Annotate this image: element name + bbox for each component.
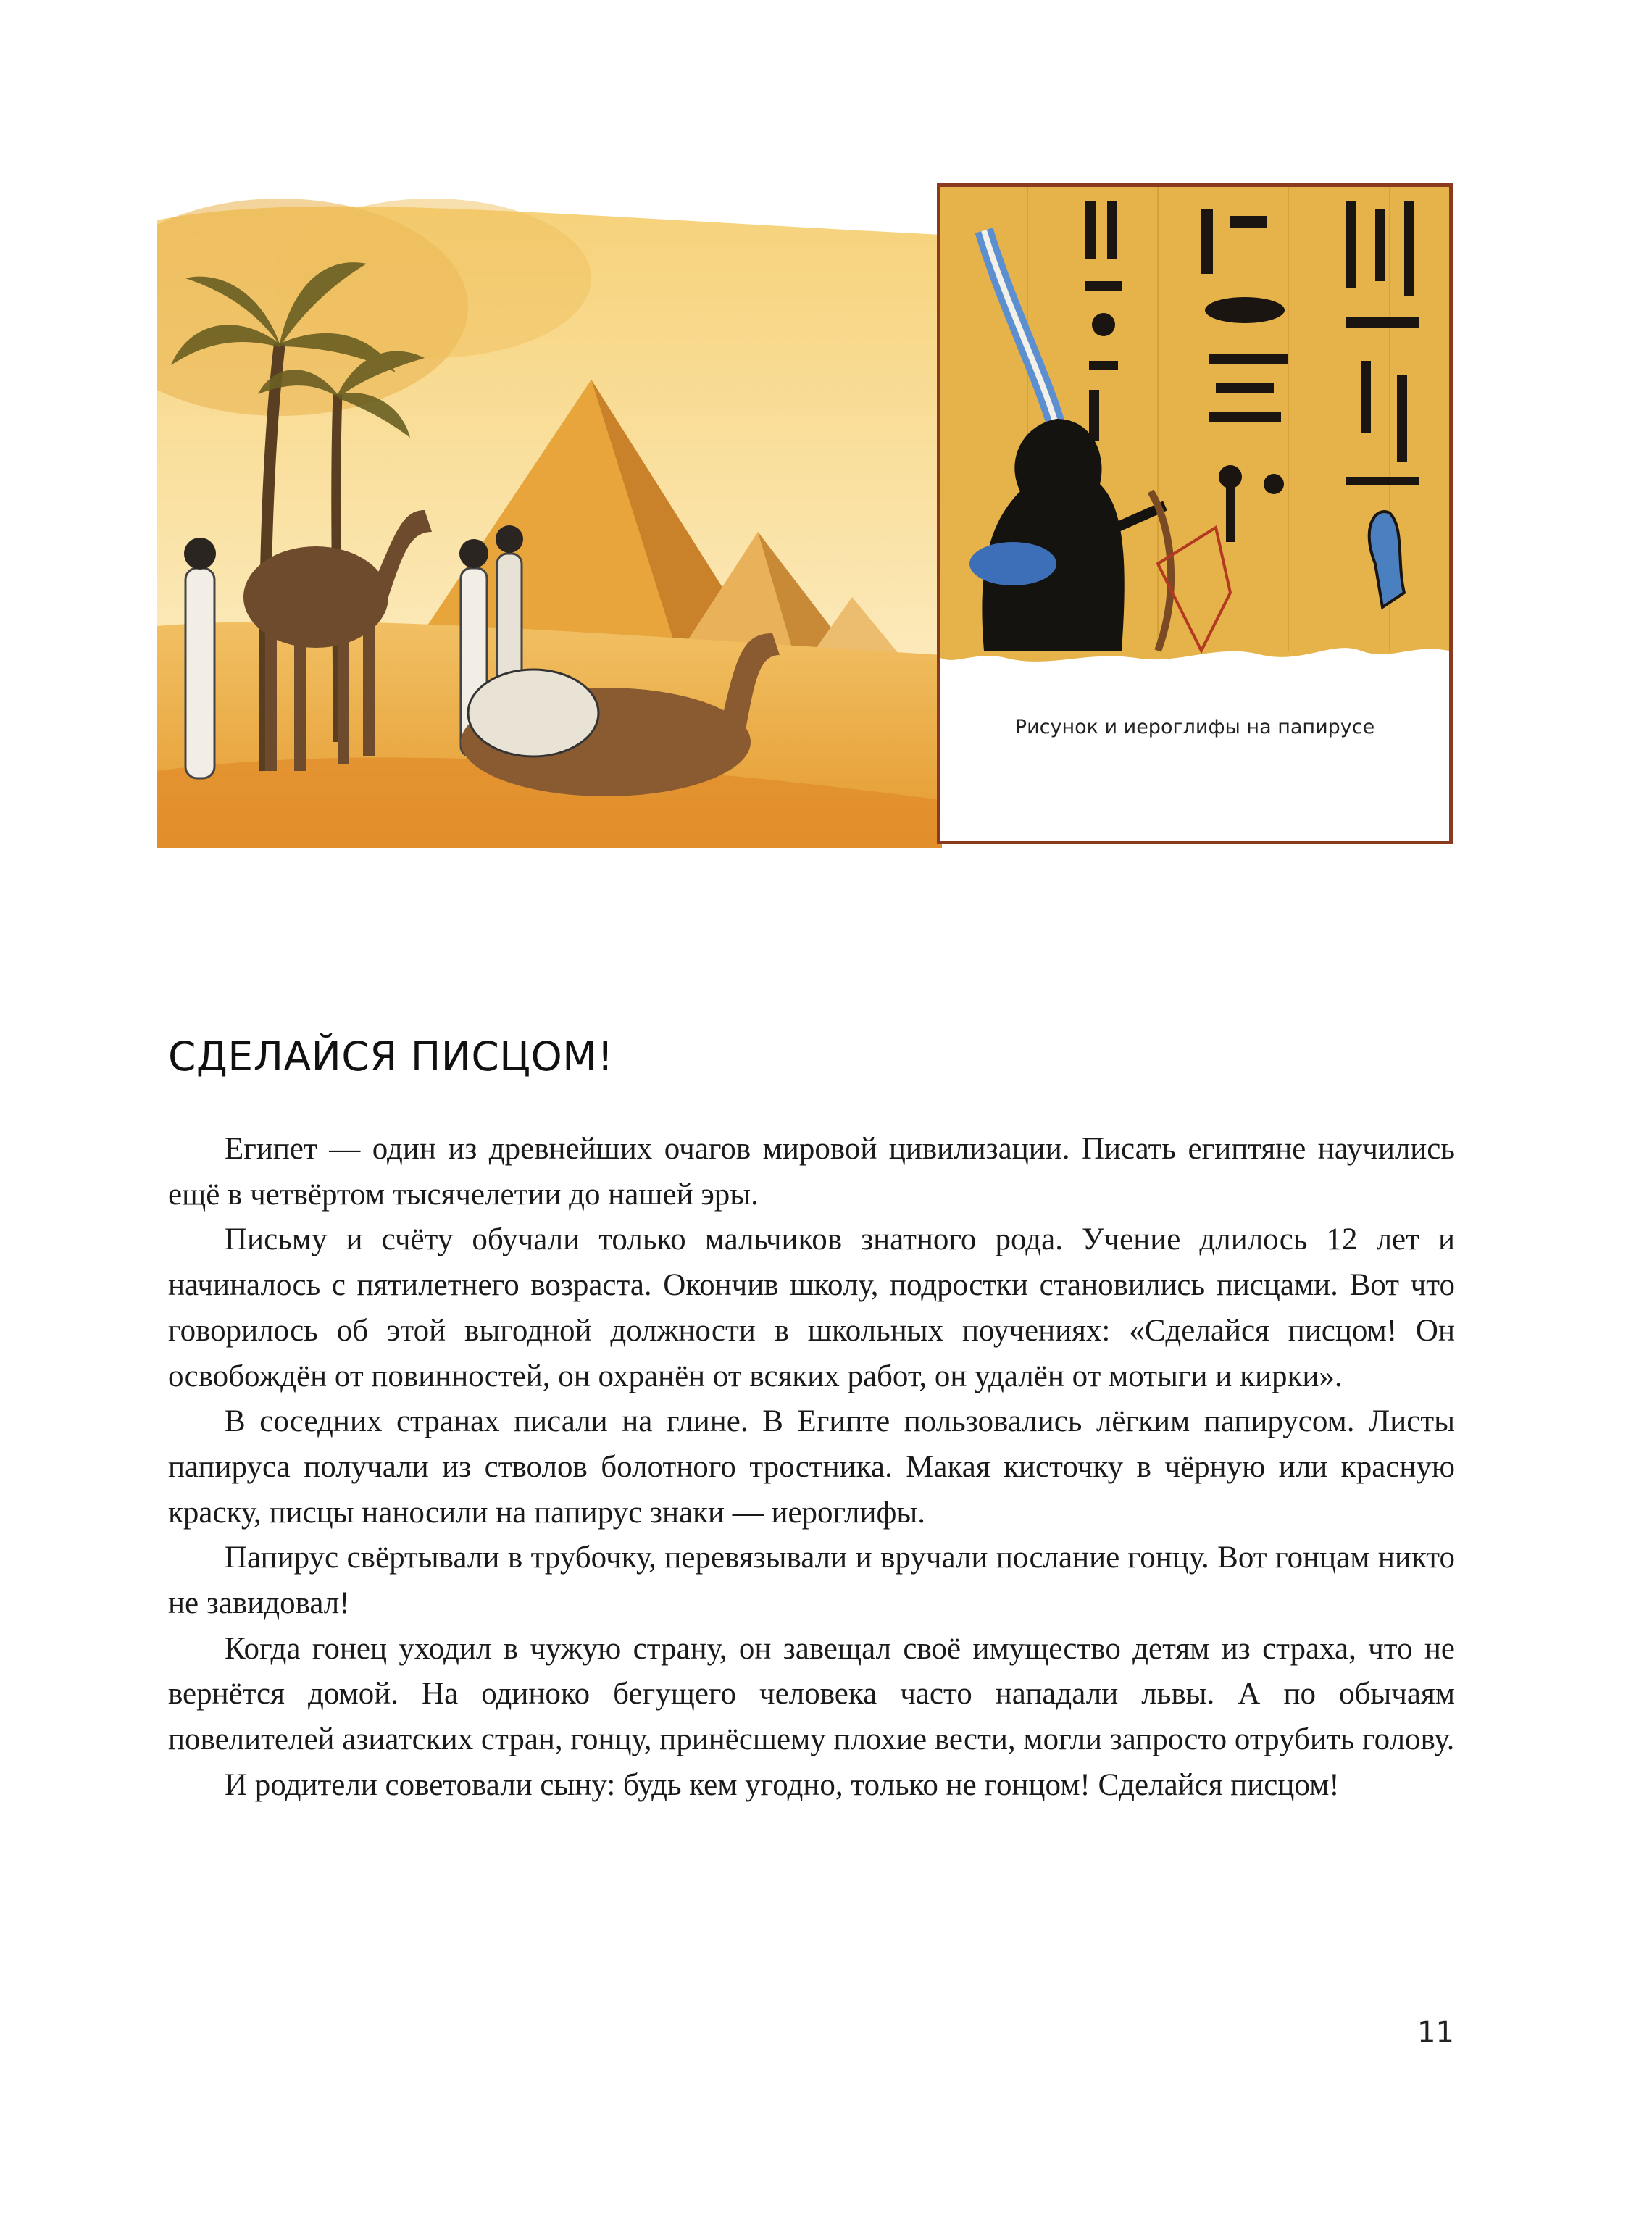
article-heading: СДЕЛАЙСЯ ПИСЦОМ!: [168, 1033, 614, 1080]
papyrus-picture: [937, 183, 1453, 844]
paragraph: И родители советовали сыну: будь кем угодно, только не гонцом! Сделайся писцом!: [225, 1767, 1340, 1802]
paragraph: Папирус свёртывали в трубочку, перевязывали и вручали послание гонцу. Вот гонцам никто не завидовал!: [168, 1541, 1455, 1621]
papyrus-image: [940, 187, 1449, 680]
papyrus-caption: Рисунок и иероглифы на папирусе: [1014, 716, 1375, 738]
page-number: 11: [1417, 2016, 1454, 2049]
article-body: [168, 1127, 1455, 1809]
paragraph: Письму и счёту обучали только мальчиков знатного рода. Учение длилось 12 лет и начиналось с пятилетнего возраста. Окончив школу, подростки становились писцами. Вот что говорилось об этой выгодной должности в школьных поучениях: «Сделайся писцом! Он освобождён от повинностей, он охранён от всяких работ, он удалён от мотыги и кирки».: [168, 1222, 1455, 1393]
paragraph: Когда гонец уходил в чужую страну, он завещал своё имущество детям из страха, что не вернётся домой. На одиноко бегущего человека часто нападали львы. А по обычаям повелителей азиатских стран, гонцу, принёсшему плохие вести, могли запросто отрубить голову.: [168, 1631, 1455, 1757]
pyramids-illustration: [157, 191, 942, 848]
paragraph: В соседних странах писали на глине. В Египте пользовались лёгким папирусом. Листы папируса получали из стволов болотного тростника. Макая кисточку в чёрную или красную краску, писцы наносили на папирус знаки — иероглифы.: [168, 1404, 1455, 1530]
paragraph: Египет — один из древнейших очагов мировой цивилизации. Писать египтяне научились ещё в четвёртом тысячелетии до нашей эры.: [168, 1132, 1455, 1212]
